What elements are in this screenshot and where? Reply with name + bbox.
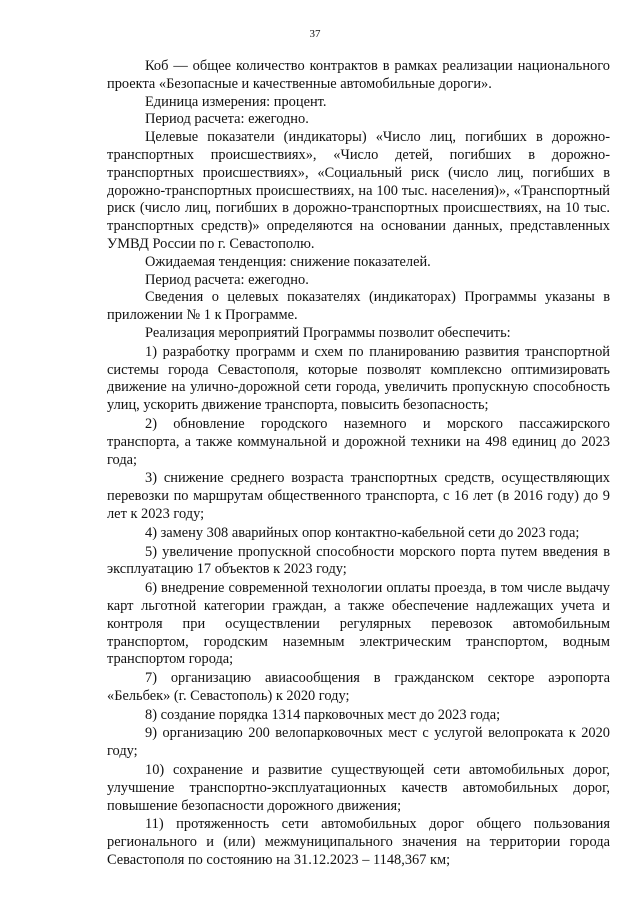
- list-item-3: 3) снижение среднего возраста транспортных средств, осуществляющих перевозки по маршрутам общественного транспорта, с 16 лет (в 2016 году) до 9 лет к 2023 году;: [107, 470, 610, 522]
- list-item-8: 8) создание порядка 1314 парковочных мест до 2023 года;: [145, 706, 501, 723]
- paragraph-kob-definition: Коб — общее количество контрактов в рамках реализации национального проекта «Безопасные и качественные автомобильные дороги».: [107, 58, 610, 92]
- list-item-1: 1) разработку программ и схем по планированию развития транспортной системы города Севастополя, которые позволят комплексно оптимизировать движение на улично-дорожной сети города, увеличить пропускную способность улиц, ускорить движение транспорта, повысить безопасность;: [107, 343, 610, 414]
- paragraph-unit: Единица измерения: процент.: [145, 93, 327, 110]
- paragraph-period-2: Период расчета: ежегодно.: [145, 271, 309, 288]
- list-item-11: 11) протяженность сети автомобильных дорог общего пользования регионального и (или) межмуниципального значения на территории города Севастополя по состоянию на 31.12.2023 – 1148,367 км;: [107, 816, 610, 869]
- list-item-9: 9) организацию 200 велопарковочных мест с услугой велопроката к 2020 году;: [107, 725, 610, 760]
- paragraph-appendix-reference: Сведения о целевых показателях (индикаторах) Программы указаны в приложении № 1 к Программе.: [107, 289, 610, 324]
- list-item-10: 10) сохранение и развитие существующей сети автомобильных дорог, улучшение транспортно-эксплуатационных качеств автомобильных дорог, повышение безопасности дорожного движения;: [107, 762, 610, 814]
- list-item-4: 4) замену 308 аварийных опор контактно-кабельной сети до 2023 года;: [145, 524, 580, 541]
- list-item-2: 2) обновление городского наземного и морского пассажирского транспорта, а также коммунальной и дорожной техники на 498 единиц до 2023 года;: [107, 415, 610, 468]
- page-number: 37: [309, 28, 321, 40]
- list-item-7: 7) организацию авиасообщения в гражданском секторе аэропорта «Бельбек» (г. Севастополь) к 2020 году;: [107, 670, 610, 704]
- document-body: [107, 58, 610, 870]
- list-item-5: 5) увеличение пропускной способности морского порта путем введения в эксплуатацию 17 объектов к 2023 году;: [107, 543, 610, 578]
- paragraph-target-indicators: Целевые показатели (индикаторы) «Число лиц, погибших в дорожно-транспортных происшествиях», «Число детей, погибших в дорожно-транспортных происшествиях», «Социальный риск (число лиц, погибших в дорожно-транспортных происшествиях, на 100 тыс. населения)», «Транспортный риск (число лиц, погибших в дорожно-транспортных происшествиях, на 10 тыс. транспортных средств)» определяются на основании данных, представленных УМВД России по г. Севастополю.: [107, 129, 610, 252]
- paragraph-program-intro: Реализация мероприятий Программы позволит обеспечить:: [145, 324, 511, 341]
- list-item-6: 6) внедрение современной технологии оплаты проезда, в том числе выдачу карт льготной категории граждан, а также обеспечение надлежащих учета и контроля при осуществлении регулярных перевозок автомобильным транспортом, городским наземным электрическим транспортом, водным транспортом города;: [107, 580, 610, 668]
- paragraph-period: Период расчета: ежегодно.: [145, 111, 309, 128]
- paragraph-expected-trend: Ожидаемая тенденция: снижение показателей.: [145, 253, 431, 270]
